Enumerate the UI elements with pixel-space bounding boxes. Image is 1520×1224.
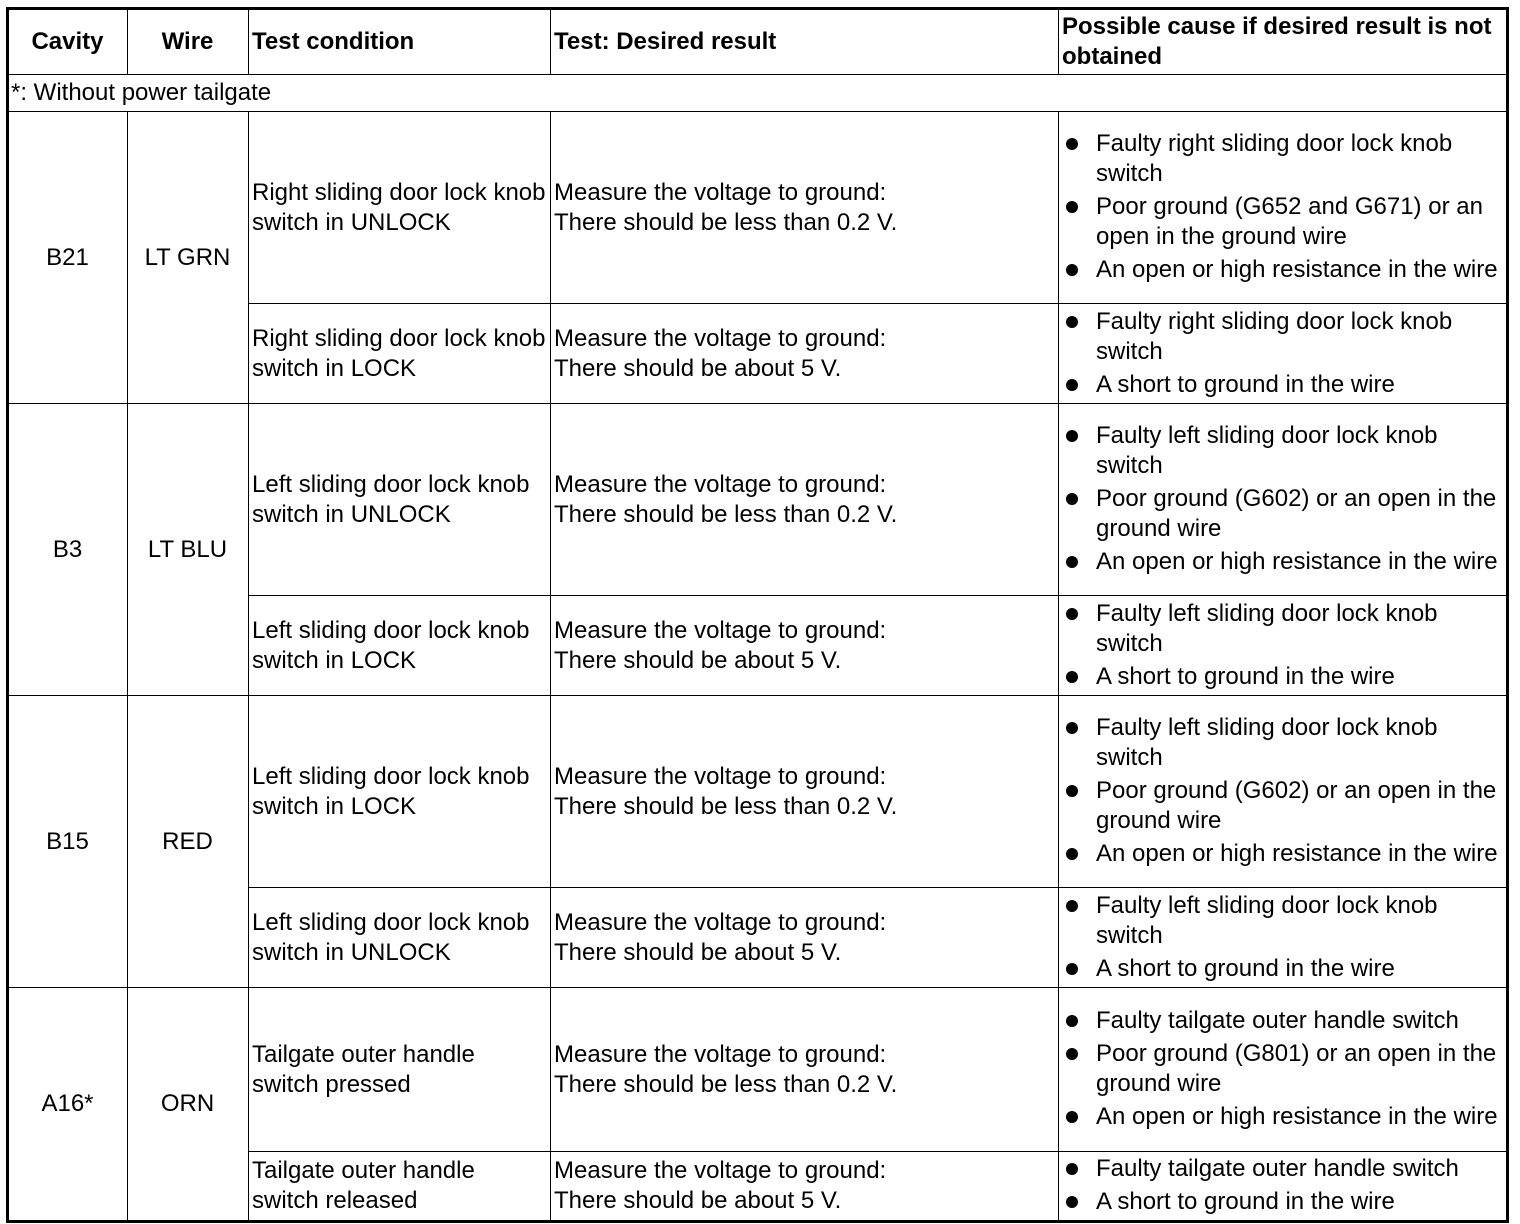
possible-cause-cell [1059,112,1508,304]
result-line: There should be less than 0.2 V. [554,1070,898,1098]
footnote: *: Without power tailgate [8,75,1508,112]
possible-cause-cell [1059,404,1508,596]
result-line: There should be about 5 V. [554,938,842,966]
cause-item: Faulty tailgate outer handle switch [1062,1006,1502,1036]
test-condition-cell: Left sliding door lock knob switch in LOCK [249,596,551,696]
possible-cause-cell [1059,988,1508,1152]
bullet-icon [1066,785,1078,797]
bullet-icon [1066,264,1078,276]
bullet-icon [1066,963,1078,975]
result-line: There should be about 5 V. [554,646,842,674]
possible-cause-cell [1059,304,1508,404]
possible-cause-cell [1059,596,1508,696]
header-desired-result: Test: Desired result [551,9,1059,75]
cause-item: An open or high resistance in the wire [1062,547,1502,577]
header-test-condition: Test condition [249,9,551,75]
result-line: There should be less than 0.2 V. [554,500,898,528]
result-line: There should be about 5 V. [554,1187,842,1214]
bullet-icon [1066,1111,1078,1123]
cause-item: Poor ground (G801) or an open in the ground wire [1062,1039,1502,1099]
result-line: Measure the voltage to ground: [554,908,887,936]
bullet-icon [1066,900,1078,912]
note-row [8,75,1508,112]
result-line: Measure the voltage to ground: [554,1157,887,1184]
cause-item: A short to ground in the wire [1062,370,1502,400]
wire-cell: ORN [128,988,249,1222]
cavity-cell: B21 [8,112,128,404]
possible-cause-cell [1059,888,1508,988]
cavity-cell: A16* [8,988,128,1222]
bullet-icon [1066,1163,1078,1175]
bullet-icon [1066,493,1078,505]
bullet-icon [1066,1048,1078,1060]
table-row [8,696,1508,888]
desired-result-cell [551,988,1059,1152]
desired-result-cell [551,888,1059,988]
table-row [8,404,1508,596]
test-condition-cell: Left sliding door lock knob switch in UNLOCK [249,888,551,988]
cause-item: Faulty left sliding door lock knob switch [1062,599,1502,659]
header-cavity: Cavity [8,9,128,75]
result-line: There should be less than 0.2 V. [554,792,898,820]
result-line: Measure the voltage to ground: [554,762,887,790]
cause-item: Poor ground (G602) or an open in the ground wire [1062,484,1502,544]
test-condition-cell: Tailgate outer handle switch released [249,1152,551,1222]
desired-result-cell [551,304,1059,404]
bullet-icon [1066,201,1078,213]
cause-item: Poor ground (G652 and G671) or an open in the ground wire [1062,192,1502,252]
wire-cell: LT GRN [128,112,249,404]
bullet-icon [1066,1196,1078,1208]
desired-result-cell [551,596,1059,696]
test-condition-cell: Right sliding door lock knob switch in LOCK [249,304,551,404]
cause-item: Poor ground (G602) or an open in the ground wire [1062,776,1502,836]
desired-result-cell [551,696,1059,888]
bullet-icon [1066,671,1078,683]
cause-item: Faulty right sliding door lock knob switch [1062,307,1502,367]
test-condition-cell: Right sliding door lock knob switch in UNLOCK [249,112,551,304]
cause-item: Faulty left sliding door lock knob switch [1062,891,1502,951]
result-line: Measure the voltage to ground: [554,1040,887,1068]
possible-cause-cell [1059,1152,1508,1222]
cause-item: An open or high resistance in the wire [1062,255,1502,285]
header-row [8,9,1508,75]
cavity-cell: B3 [8,404,128,696]
cause-item: A short to ground in the wire [1062,954,1502,984]
bullet-icon [1066,848,1078,860]
result-line: There should be about 5 V. [554,354,842,382]
table-row [8,988,1508,1152]
result-line: Measure the voltage to ground: [554,178,887,206]
table-row [8,112,1508,304]
bullet-icon [1066,316,1078,328]
bullet-icon [1066,608,1078,620]
test-condition-cell: Left sliding door lock knob switch in LOCK [249,696,551,888]
desired-result-cell [551,404,1059,596]
cause-item: Faulty tailgate outer handle switch [1062,1154,1502,1184]
bullet-icon [1066,379,1078,391]
header-possible-cause: Possible cause if desired result is not obtained [1059,9,1508,75]
test-condition-cell: Tailgate outer handle switch pressed [249,988,551,1152]
cause-item: Faulty right sliding door lock knob switch [1062,129,1502,189]
desired-result-cell [551,112,1059,304]
cause-item: A short to ground in the wire [1062,1187,1502,1217]
bullet-icon [1066,138,1078,150]
cavity-cell: B15 [8,696,128,988]
result-line: There should be less than 0.2 V. [554,208,898,236]
bullet-icon [1066,722,1078,734]
cause-item: A short to ground in the wire [1062,662,1502,692]
result-line: Measure the voltage to ground: [554,616,887,644]
test-condition-cell: Left sliding door lock knob switch in UNLOCK [249,404,551,596]
wire-cell: RED [128,696,249,988]
result-line: Measure the voltage to ground: [554,324,887,352]
cause-item: An open or high resistance in the wire [1062,1102,1502,1132]
desired-result-cell [551,1152,1059,1222]
bullet-icon [1066,430,1078,442]
circuit-test-table [6,7,1509,1223]
bullet-icon [1066,1015,1078,1027]
cause-item: An open or high resistance in the wire [1062,839,1502,869]
header-wire: Wire [128,9,249,75]
result-line: Measure the voltage to ground: [554,470,887,498]
wire-cell: LT BLU [128,404,249,696]
possible-cause-cell [1059,696,1508,888]
cause-item: Faulty left sliding door lock knob switch [1062,421,1502,481]
bullet-icon [1066,556,1078,568]
cause-item: Faulty left sliding door lock knob switch [1062,713,1502,773]
